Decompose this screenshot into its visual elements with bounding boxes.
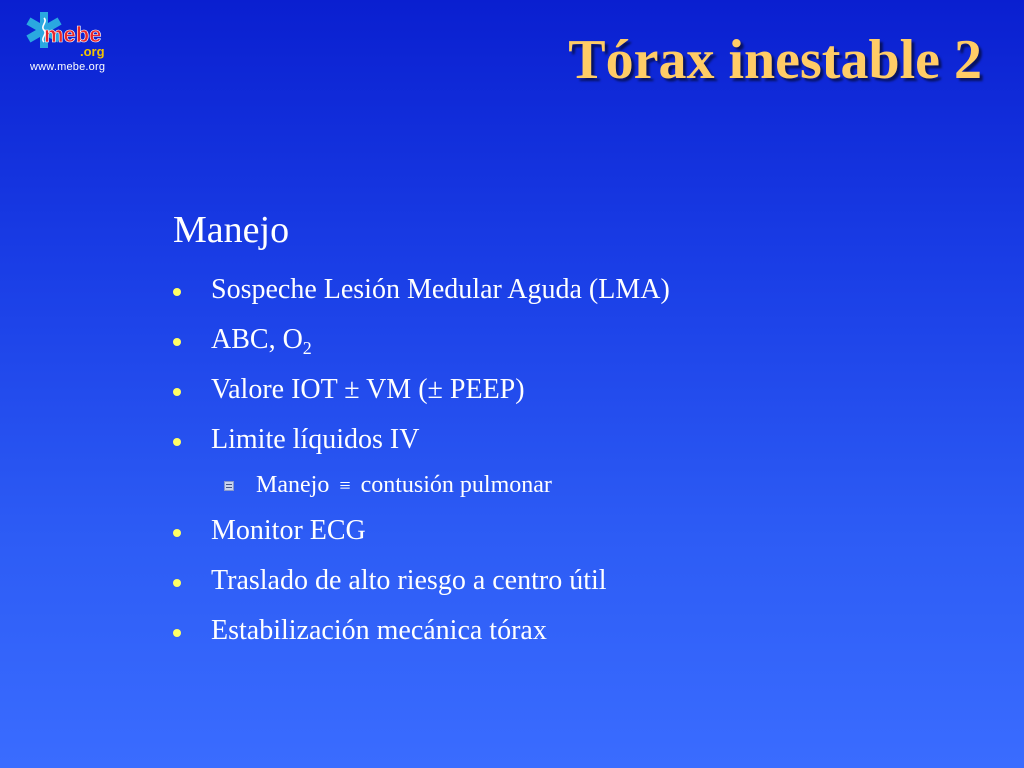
bullet-dot-icon <box>173 529 181 537</box>
bullet-dot-icon <box>173 579 181 587</box>
logo-url[interactable]: www.mebe.org <box>30 61 106 73</box>
sub-bullet-text: contusión pulmonar <box>360 472 552 498</box>
slide-title: Tórax inestable 2 <box>568 29 982 91</box>
bullet-item <box>173 415 993 465</box>
list-square-icon <box>224 481 234 491</box>
bullet-dot-icon <box>173 338 181 346</box>
bullet-text: Estabilización mecánica tórax <box>211 615 547 646</box>
bullet-dot-icon <box>173 388 181 396</box>
bullet-dot-icon <box>173 288 181 296</box>
bullet-item <box>173 556 993 606</box>
bullet-item <box>173 315 993 365</box>
bullet-dot-icon <box>173 629 181 637</box>
section-heading: Manejo <box>173 209 290 251</box>
logo-suffix-text: .org <box>80 44 105 59</box>
sub-bullet-label: Manejo <box>256 472 330 498</box>
bullet-text: Valore IOT ± VM (± PEEP) <box>211 374 525 405</box>
bullet-text: Limite líquidos IV <box>211 424 420 455</box>
bullet-item <box>173 506 993 556</box>
bullet-list <box>173 265 993 656</box>
bullet-dot-icon <box>173 438 181 446</box>
bullet-item <box>173 365 993 415</box>
bullet-text: Monitor ECG <box>211 515 366 546</box>
bullet-text: Traslado de alto riesgo a centro útil <box>211 565 607 596</box>
logo-brand-text: mebe <box>44 22 102 47</box>
bullet-item <box>173 265 993 315</box>
sub-bullet-item <box>173 465 993 506</box>
bullet-text: Sospeche Lesión Medular Aguda (LMA) <box>211 274 670 305</box>
slide-content <box>173 205 993 656</box>
bullet-text: ABC, O <box>211 324 303 355</box>
equivalence-symbol: ≡ <box>339 475 351 497</box>
bullet-subscript: 2 <box>302 338 312 358</box>
star-of-life-icon <box>22 6 112 66</box>
bullet-item <box>173 606 993 656</box>
